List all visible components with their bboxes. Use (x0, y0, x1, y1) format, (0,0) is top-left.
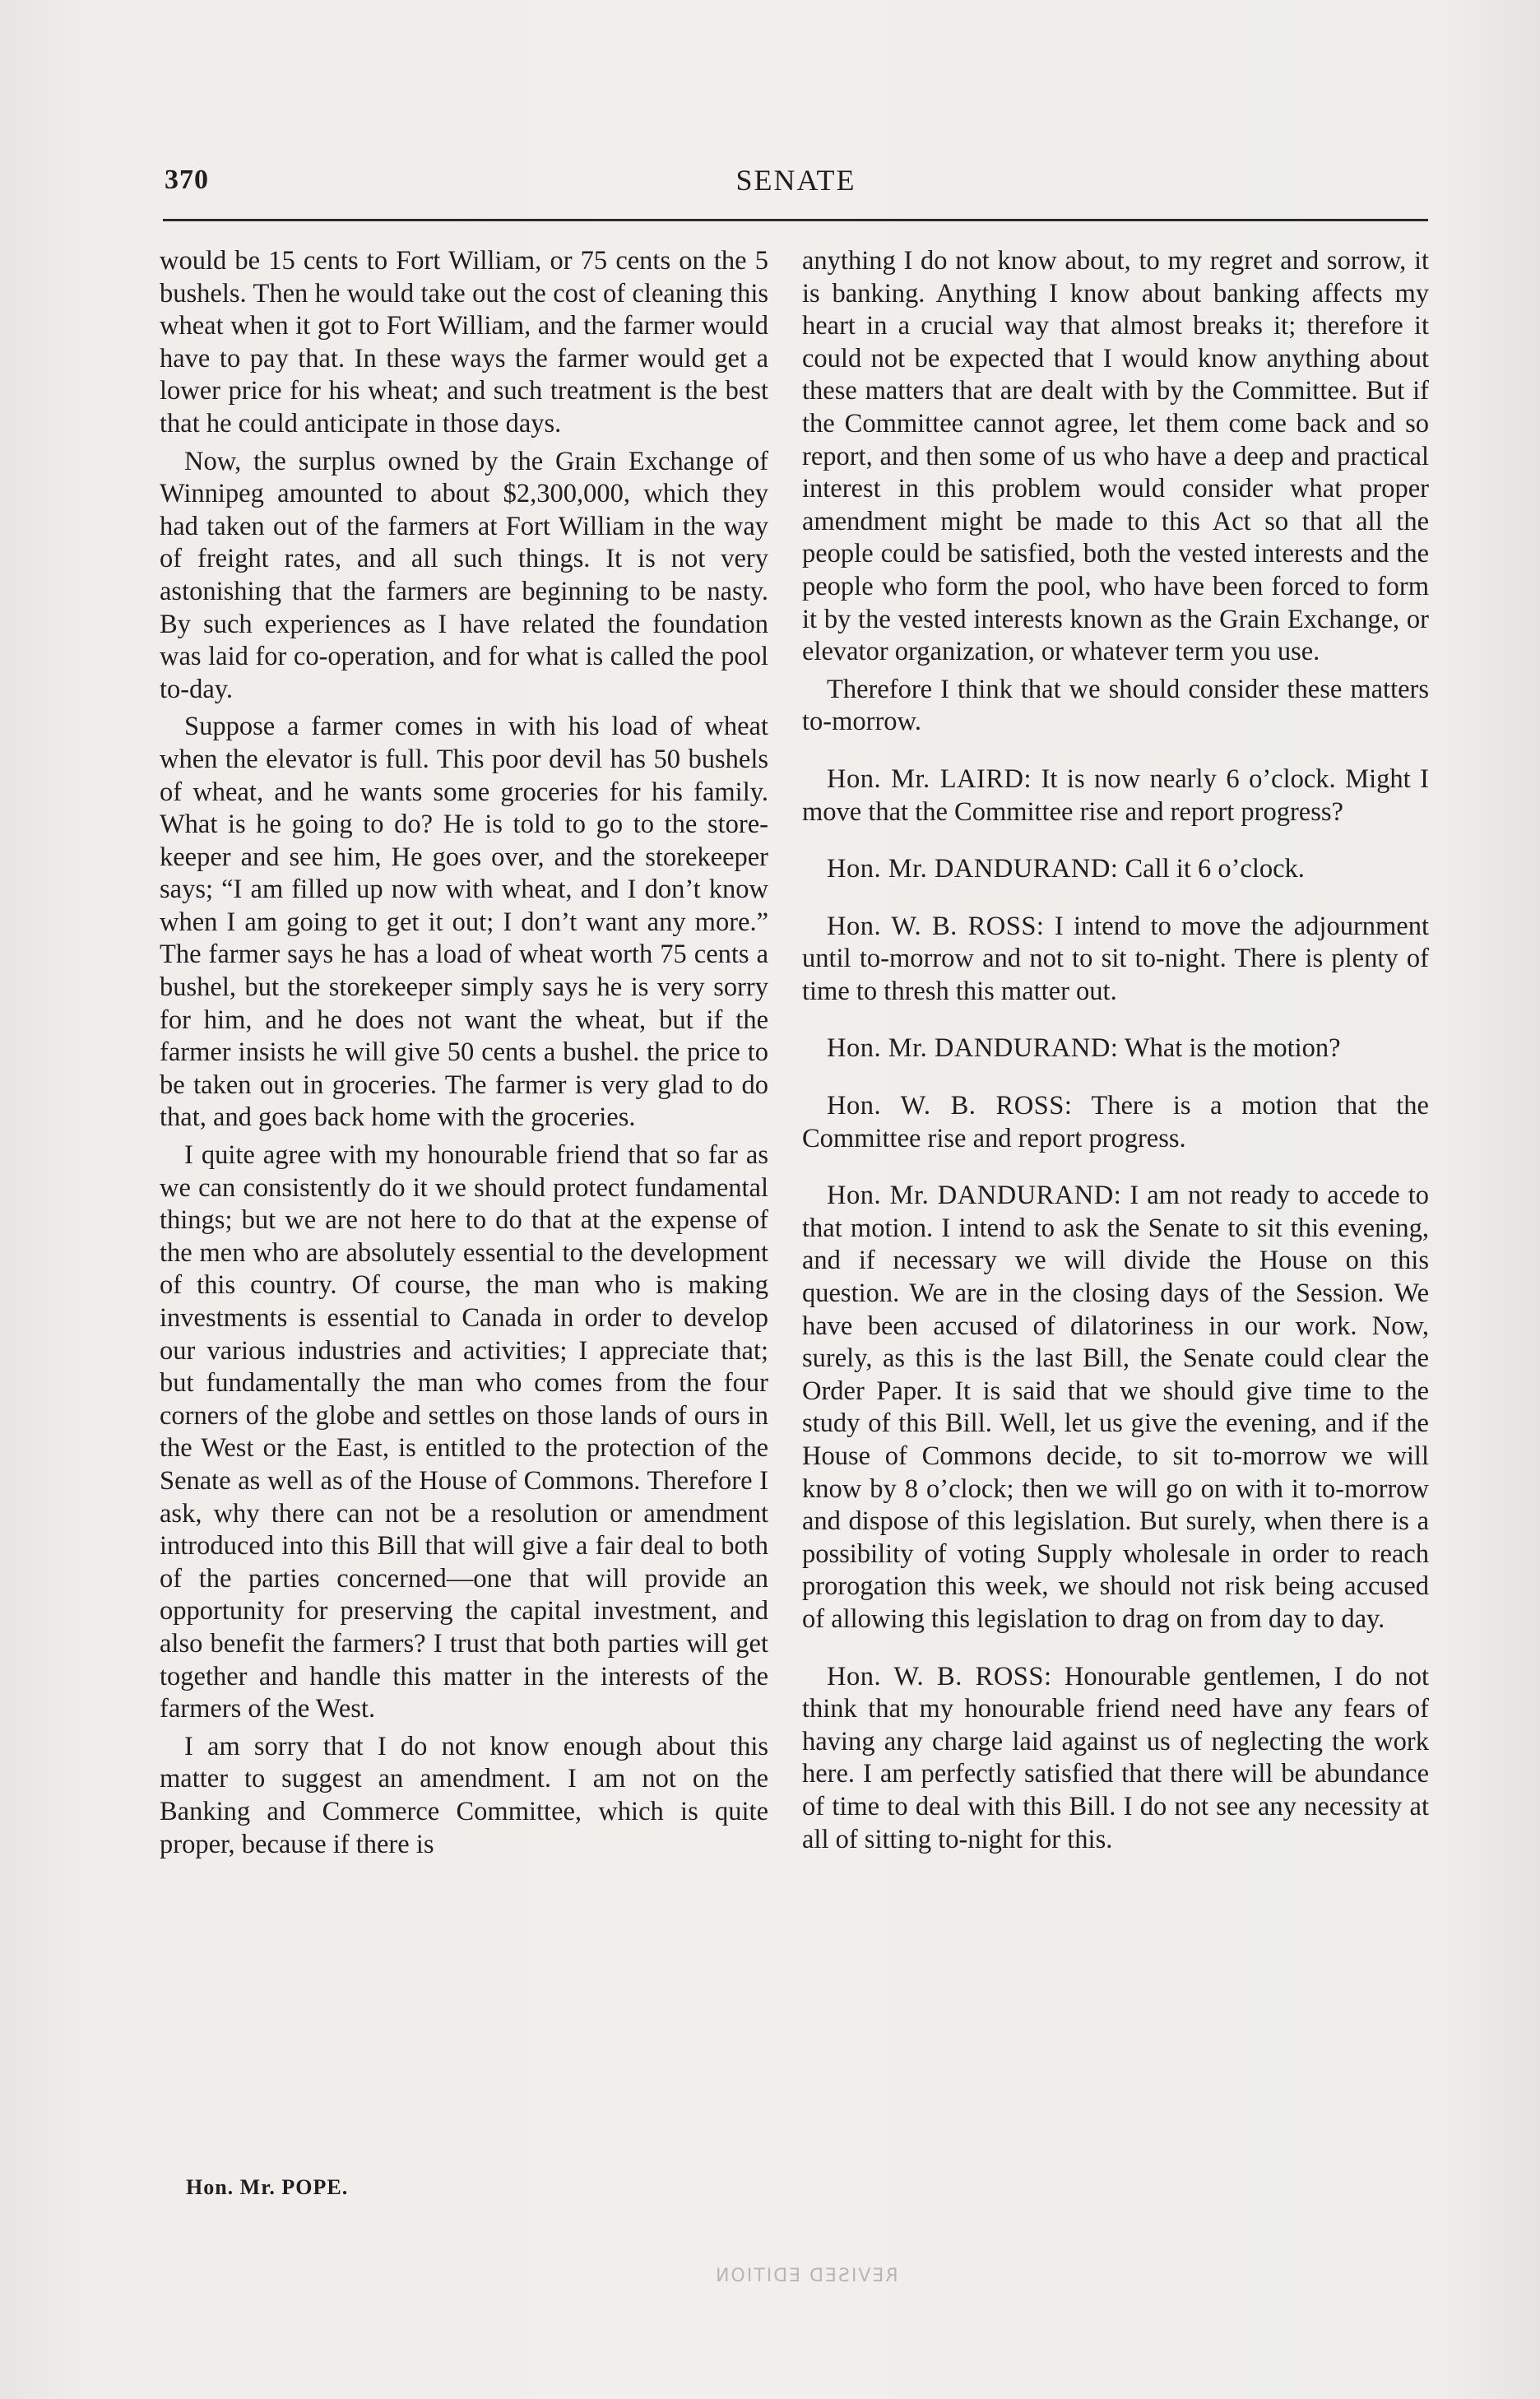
speech (802, 1032, 1429, 1065)
speech (802, 1180, 1429, 1636)
speech-text: I intend to move the adjournment until to-morrow and not to sit to-night. There is plenty of time to thresh this matter out. (802, 911, 1429, 1006)
page-number: 370 (165, 165, 209, 195)
speech (802, 853, 1429, 886)
right-column (802, 245, 1429, 1856)
speaker-name: Hon. W. B. ROSS: (827, 1661, 1052, 1691)
paragraph: I quite agree with my honourable friend that so far as we can consistently do it we should protect fundamental things; but we are not here to do that at the expense of the men who are absolutely essential to the development of this country. Of course, the man who is making investments is essential to Canada in order to develop our various industries and activities; I appreciate that; but fundamentally the man who comes from the four corners of the globe and settles on those lands of ours in the West or the East, is entitled to the protection of the Senate as well as of the House of Commons. Therefore I ask, why there can not be a resolution or amendment introduced into this Bill that will give a fair deal to both of the parties concerned—one that will provide an opportunity for preserving the capital investment, and also benefit the farmers? I trust that both parties will get together and handle this matter in the interests of the farmers of the West. (160, 1140, 768, 1724)
header-rule (163, 219, 1428, 221)
paragraph: Therefore I think that we should consider these matters to-morrow. (802, 674, 1429, 737)
speech-text: What is the motion? (1124, 1033, 1341, 1064)
speech-text: It is now nearly 6 o’clock. Might I move that the Committee rise and report progress? (802, 763, 1429, 827)
paragraph: I am sorry that I do not know enough about this matter to suggest an amendment. I am not on the Banking and Commerce Committee, which is quite proper, because if there is (160, 1731, 768, 1859)
paragraph: would be 15 cents to Fort William, or 75 cents on the 5 bushels. Then he would take out the cost of cleaning this wheat when it got to Fort William, and the farmer would have to pay that. In these ways the farmer would get a lower price for his wheat; and such treatment is the best that he could anticipate in those days. (160, 246, 768, 439)
paragraph: Suppose a farmer comes in with his load of wheat when the elevator is full. This poor devil has 50 bushels of wheat, and he wants some groceries for his family. What is he going to do? He is told to go to the storekeeper and see him, He goes over, and the storekeeper says; “I am filled up now with wheat, and I don’t know when I am going to get it out; I don’t want any more.” The farmer says he has a load of wheat worth 75 cents a bushel, but the storekeeper simply says he is very sorry for him, and he does not want the wheat, but if the farmer insists he will give 50 cents a bushel. the price to be taken out in groceries. The farmer is very glad to do that, and goes back home with the groceries. (160, 712, 768, 1133)
speech (802, 763, 1429, 828)
speech (802, 1090, 1429, 1155)
speech-text: Call it 6 o’clock. (1125, 854, 1305, 884)
speech-text: I am not ready to accede to that motion. I intend to ask the Senate to sit this evening, and if necessary we will divide the House on this question. We are in the closing days of the Session. We have been accused of dilatoriness in our work. Now, surely, as this is the last Bill, the Senate could clear the Order Paper. It is said that we should give time to the study of this Bill. Well, let us give the evening, and if the House of Commons decide, to sit to-morrow we will know by 8 o’clock; then we will go on with it to-morrow and dispose of this legislation. But surely, when there is a possibility of voting Supply wholesale in order to reach prorogation this week, we should not risk being accused of allowing this legislation to drag on from day to day. (802, 1181, 1429, 1634)
paragraph: anything I do not know about, to my regret and sorrow, it is banking. Anything I know about banking affects my heart in a crucial way that almost breaks it; therefore it could not be expected that I would know anything about these matters that are dealt with by the Committee. But if the Committee cannot agree, let them come back and so report, and then some of us who have a deep and practical interest in this problem would consider what proper amendment might be made to this Act so that all the people could be satisfied, both the vested interests and the people who form the pool, who have been forced to form it by the vested interests known as the Grain Exchange, or elevator organization, or whatever term you use. (802, 246, 1429, 667)
speaker-name: Hon. W. B. ROSS: (827, 911, 1045, 941)
page-header (165, 160, 1427, 209)
speech-text: Honourable gentlemen, I do not think that my honourable friend need have any fears of having any charge laid against us of neglecting the work here. I am perfectly satisfied that there will be abundance of time to deal with this Bill. I do not see any necessity at all of sitting to-night for this. (802, 1661, 1430, 1854)
footer-speaker-ref: Hon. Mr. POPE. (186, 2175, 349, 2199)
bleed-through-stamp: REVISED EDITION (714, 2266, 898, 2286)
speech-text: There is a motion that the Committee rise and report progress. (802, 1091, 1429, 1153)
speaker-name: Hon. Mr. DANDURAND: (827, 1033, 1119, 1064)
speaker-name: Hon. Mr. DANDURAND: (827, 1181, 1122, 1211)
speaker-name: Hon. W. B. ROSS: (827, 1091, 1073, 1121)
left-column (160, 245, 768, 1861)
paragraph: Now, the surplus owned by the Grain Exchange of Winnipeg amounted to about $2,300,000, which they had taken out of the farmers at Fort William in the way of freight rates, and all such things. It is not very astonishing that the farmers are beginning to be nasty. By such experiences as I have related the foundation was laid for co-operation, and for what is called the pool to-day. (160, 446, 768, 704)
running-head: SENATE (735, 164, 856, 197)
speech (802, 1661, 1429, 1857)
speech (802, 911, 1429, 1009)
speaker-name: Hon. Mr. DANDURAND: (827, 854, 1119, 884)
speaker-name: Hon. Mr. LAIRD: (827, 763, 1032, 794)
